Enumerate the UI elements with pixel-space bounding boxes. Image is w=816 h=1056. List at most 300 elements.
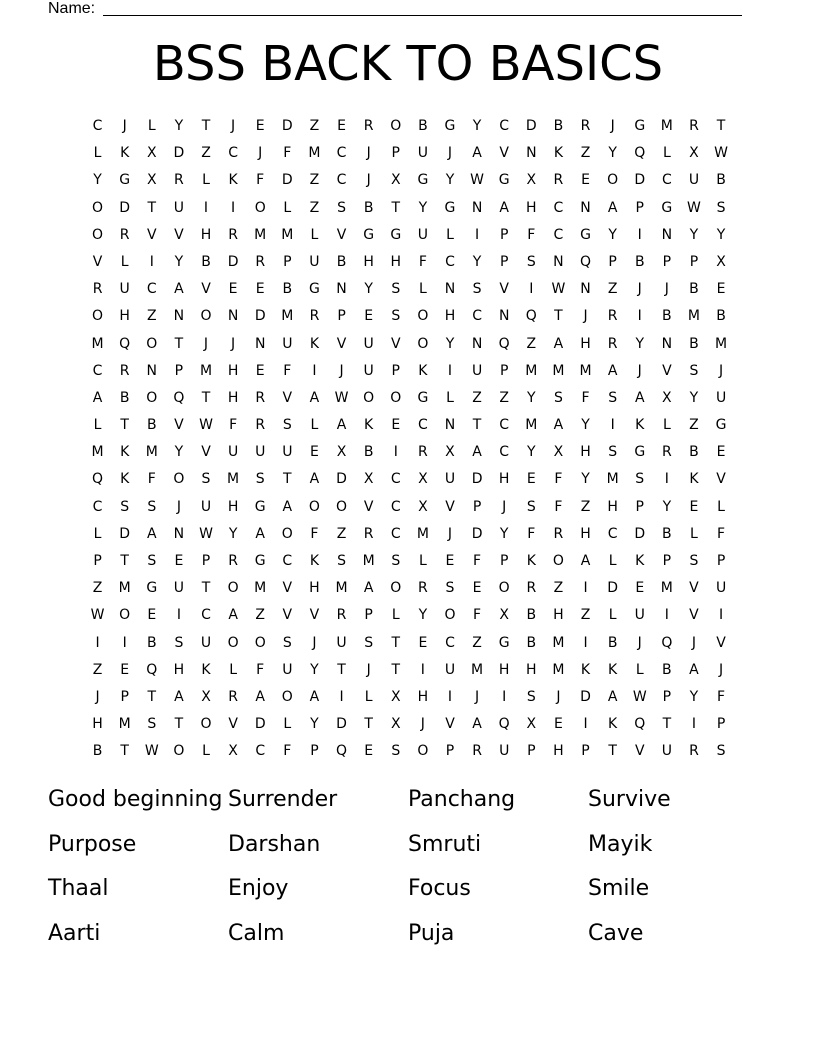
grid-letter: V (282, 607, 293, 624)
grid-letter: O (200, 716, 212, 733)
grid-letter: R (689, 743, 699, 760)
grid-letter: F (717, 688, 726, 705)
grid-letter: O (308, 498, 320, 515)
grid-letter: V (363, 498, 374, 515)
grid-letter: H (227, 498, 239, 515)
grid-letter: K (120, 145, 130, 162)
grid-letter: B (92, 743, 103, 760)
grid-letter: Y (608, 145, 617, 162)
grid-letter: J (475, 688, 480, 705)
grid-row (84, 167, 735, 194)
word-list-item: Darshan (228, 831, 321, 857)
grid-letter: C (92, 498, 103, 515)
grid-letter: R (661, 444, 672, 461)
grid-letter: C (661, 172, 672, 189)
grid-letter: E (364, 308, 374, 325)
grid-letter: A (634, 389, 645, 406)
grid-letter: Y (174, 118, 184, 134)
grid-letter: R (472, 743, 482, 760)
grid-letter: N (173, 308, 185, 325)
grid-letter: V (716, 471, 726, 488)
grid-letter: K (309, 335, 320, 352)
word-list (48, 778, 768, 956)
grid-letter: I (447, 362, 453, 379)
grid-letter: P (689, 253, 699, 270)
grid-letter: Q (525, 308, 537, 325)
grid-letter: L (717, 498, 725, 515)
grid-letter: D (119, 199, 131, 216)
grid-letter: I (203, 199, 209, 216)
grid-letter: S (174, 634, 184, 651)
grid-letter: W (199, 417, 213, 434)
grid-letter: C (390, 498, 401, 515)
grid-letter: L (229, 661, 237, 678)
grid-row (84, 521, 735, 548)
grid-letter: R (418, 580, 428, 597)
grid-letter: O (607, 172, 619, 189)
grid-letter: V (445, 716, 455, 733)
grid-letter: C (390, 471, 401, 488)
grid-letter: N (173, 525, 185, 542)
grid-letter: V (499, 145, 509, 162)
grid-letter: A (255, 688, 265, 705)
grid-letter: F (527, 226, 536, 243)
grid-letter: H (498, 471, 510, 488)
grid-letter: O (444, 607, 456, 624)
grid-letter: T (554, 308, 563, 325)
grid-letter: U (417, 226, 428, 243)
grid-letter: M (552, 362, 565, 379)
grid-letter: U (715, 580, 727, 597)
grid-letter: K (608, 716, 618, 733)
grid-letter: I (529, 281, 534, 298)
grid-letter: S (391, 553, 401, 569)
grid-letter: O (281, 688, 293, 705)
grid-letter: D (336, 471, 347, 488)
grid-letter: T (364, 716, 373, 733)
grid-letter: Z (309, 118, 320, 134)
grid-letter: M (199, 362, 213, 379)
grid-letter: C (201, 607, 211, 624)
grid-letter: Z (255, 607, 265, 624)
grid-letter: E (174, 553, 184, 569)
grid-letter: L (120, 253, 129, 270)
word-list-item: Smruti (408, 831, 482, 857)
name-label: Name: (48, 0, 96, 17)
grid-letter: E (391, 417, 401, 434)
grid-letter: Y (635, 335, 645, 352)
grid-letter: B (526, 634, 537, 651)
grid-letter: R (255, 253, 266, 270)
grid-letter: Y (445, 172, 455, 189)
grid-letter: B (119, 389, 130, 406)
grid-letter: E (526, 471, 536, 488)
grid-letter: E (553, 716, 563, 733)
grid-letter: Y (689, 688, 699, 705)
grid-letter: E (120, 661, 130, 678)
grid-letter: S (391, 743, 401, 760)
grid-letter: G (309, 281, 320, 298)
grid-letter: P (472, 498, 482, 515)
grid-letter: F (418, 253, 427, 270)
grid-letter: U (688, 172, 700, 189)
grid-letter: B (689, 335, 699, 352)
grid-letter: E (581, 172, 590, 189)
grid-letter: J (637, 634, 642, 651)
grid-letter: U (309, 253, 320, 270)
grid-letter: S (526, 253, 536, 270)
grid-letter: J (610, 118, 615, 134)
grid-letter: P (716, 553, 726, 569)
grid-letter: A (472, 145, 482, 162)
grid-letter: W (714, 145, 728, 162)
word-list-item: Cave (588, 920, 644, 946)
grid-letter: B (662, 525, 672, 542)
grid-letter: S (445, 580, 455, 597)
grid-letter: H (200, 226, 212, 243)
grid-letter: A (499, 199, 509, 216)
grid-letter: G (254, 498, 266, 515)
grid-letter: R (119, 362, 130, 379)
grid-letter: N (661, 226, 673, 243)
grid-letter: J (122, 118, 127, 134)
grid-letter: X (390, 172, 401, 189)
grid-letter: J (203, 335, 209, 352)
grid-letter: R (228, 226, 238, 243)
grid-letter: B (146, 417, 157, 434)
grid-letter: Y (472, 253, 482, 270)
grid-letter: S (553, 389, 563, 406)
grid-letter: U (282, 335, 293, 352)
grid-letter: I (719, 607, 724, 624)
grid-letter: T (391, 634, 401, 651)
grid-letter: T (120, 743, 129, 760)
grid-letter: V (689, 580, 699, 597)
grid-letter: Y (689, 226, 699, 243)
grid-letter: S (716, 743, 726, 760)
grid-letter: P (445, 743, 455, 760)
grid-letter: P (391, 145, 400, 162)
grid-letter: R (336, 607, 347, 624)
grid-letter: E (635, 580, 645, 597)
grid-letter: Z (580, 498, 591, 515)
grid-letter: D (525, 118, 537, 134)
grid-letter: Y (499, 525, 509, 542)
grid-letter: E (364, 743, 374, 760)
grid-letter: W (144, 743, 159, 760)
grid-letter: V (336, 226, 347, 243)
grid-letter: K (608, 661, 618, 678)
grid-letter: J (420, 716, 425, 733)
grid-letter: C (499, 118, 510, 134)
grid-letter: D (634, 525, 646, 542)
grid-letter: V (174, 226, 184, 243)
grid-letter: B (689, 444, 699, 461)
grid-letter: J (691, 634, 697, 651)
grid-letter: L (202, 172, 210, 189)
grid-letter: F (283, 743, 292, 760)
grid-letter: L (608, 553, 617, 569)
grid-letter: M (254, 226, 267, 243)
grid-letter: C (607, 525, 618, 542)
grid-letter: N (336, 281, 347, 298)
grid-letter: S (608, 444, 618, 461)
grid-letter: A (472, 716, 482, 733)
grid-row (84, 140, 735, 167)
grid-letter: R (309, 308, 320, 325)
grid-letter: X (716, 253, 726, 270)
grid-letter: Q (92, 471, 104, 488)
grid-letter: F (256, 172, 265, 189)
grid-letter: L (418, 281, 427, 298)
grid-letter: J (502, 498, 507, 515)
grid-letter: Z (92, 580, 103, 597)
word-list-item: Aarti (48, 920, 101, 946)
grid-letter: G (498, 634, 510, 651)
grid-letter: C (499, 444, 510, 461)
grid-letter: J (95, 688, 100, 705)
grid-letter: J (447, 145, 453, 162)
grid-letter: S (526, 498, 536, 515)
grid-letter: Q (119, 335, 131, 352)
grid-letter: U (634, 607, 645, 624)
grid-letter: P (310, 743, 319, 760)
grid-letter: S (391, 281, 401, 298)
grid-letter: K (228, 172, 238, 189)
grid-letter: Z (336, 525, 347, 542)
word-list-item: Puja (408, 920, 455, 946)
grid-letter: L (446, 226, 454, 243)
grid-letter: I (122, 634, 127, 651)
grid-letter: G (417, 389, 429, 406)
grid-letter: P (499, 362, 509, 379)
grid-letter: Y (608, 226, 617, 243)
grid-letter: P (635, 498, 644, 515)
grid-letter: M (91, 444, 104, 461)
grid-letter: R (418, 444, 428, 461)
grid-letter: U (336, 634, 347, 651)
grid-letter: H (498, 661, 510, 678)
grid-letter: G (363, 226, 375, 243)
grid-letter: Z (146, 308, 157, 325)
grid-letter: U (363, 362, 374, 379)
grid-letter: K (418, 362, 428, 379)
grid-letter: K (120, 444, 130, 461)
grid-letter: O (173, 743, 185, 760)
grid-letter: O (336, 498, 348, 515)
grid-letter: P (635, 199, 644, 216)
grid-letter: V (201, 281, 211, 298)
grid-letter: V (92, 253, 103, 270)
grid-letter: H (227, 362, 239, 379)
grid-letter: O (417, 743, 429, 760)
grid-letter: M (416, 525, 429, 542)
grid-letter: N (580, 199, 591, 216)
grid-letter: X (228, 743, 238, 760)
grid-letter: I (149, 253, 154, 270)
grid-letter: Z (526, 335, 537, 352)
grid-letter: L (662, 417, 671, 434)
grid-letter: I (691, 716, 697, 733)
grid-letter: Q (661, 634, 673, 651)
grid-letter: L (283, 199, 292, 216)
grid-letter: M (281, 308, 294, 325)
grid-letter: X (390, 716, 401, 733)
grid-row (84, 602, 735, 629)
grid-letter: H (227, 389, 239, 406)
grid-letter: D (580, 688, 591, 705)
grid-letter: W (199, 525, 213, 542)
grid-letter: U (282, 661, 293, 678)
grid-letter: U (200, 498, 212, 515)
grid-row (84, 412, 735, 439)
grid-letter: S (120, 498, 130, 515)
grid-letter: S (255, 471, 265, 488)
grid-letter: Q (498, 335, 510, 352)
grid-letter: Y (418, 199, 428, 216)
grid-letter: L (391, 607, 400, 624)
grid-letter: N (146, 362, 158, 379)
grid-letter: U (119, 281, 130, 298)
grid-letter: R (363, 118, 374, 134)
grid-letter: J (231, 118, 236, 134)
grid-letter: C (92, 118, 103, 134)
grid-letter: E (472, 580, 482, 597)
grid-letter: Y (310, 716, 319, 733)
grid-letter: T (201, 580, 211, 597)
grid-letter: W (687, 199, 701, 216)
grid-letter: Z (689, 417, 699, 434)
grid-letter: O (173, 471, 185, 488)
grid-letter: K (201, 661, 211, 678)
grid-letter: S (147, 553, 157, 569)
grid-letter: I (583, 634, 588, 651)
name-underline (103, 15, 742, 16)
grid-letter: F (283, 362, 292, 379)
grid-row (84, 548, 735, 575)
grid-letter: C (282, 553, 293, 569)
grid-letter: U (173, 199, 184, 216)
grid-letter: H (390, 253, 402, 270)
grid-letter: O (498, 580, 510, 597)
grid-letter: J (176, 498, 181, 515)
grid-letter: O (119, 607, 131, 624)
grid-letter: Y (93, 172, 102, 189)
grid-letter: A (689, 661, 699, 678)
grid-letter: F (256, 661, 265, 678)
grid-letter: L (635, 661, 644, 678)
grid-letter: Y (174, 253, 184, 270)
grid-row (84, 494, 735, 521)
grid-letter: I (475, 226, 480, 243)
grid-letter: Q (173, 389, 185, 406)
letter-grid (84, 113, 735, 766)
grid-letter: X (146, 145, 157, 162)
grid-letter: J (664, 281, 669, 298)
grid-letter: S (689, 553, 699, 569)
grid-letter: X (418, 498, 428, 515)
grid-letter: Z (92, 661, 103, 678)
grid-letter: V (689, 607, 699, 624)
grid-letter: X (526, 172, 537, 189)
grid-letter: T (472, 417, 482, 434)
grid-letter: Z (553, 580, 564, 597)
grid-letter: R (174, 172, 184, 189)
grid-letter: V (146, 226, 157, 243)
grid-letter: J (719, 661, 724, 678)
grid-letter: O (390, 580, 402, 597)
grid-letter: L (93, 417, 102, 434)
grid-letter: E (255, 118, 265, 134)
grid-letter: S (282, 417, 292, 434)
grid-letter: Z (580, 145, 591, 162)
grid-letter: K (689, 471, 699, 488)
grid-letter: V (634, 743, 645, 760)
grid-letter: P (662, 553, 672, 569)
grid-letter: X (526, 716, 537, 733)
grid-letter: Y (472, 118, 482, 134)
word-list-item: Good beginning (48, 787, 223, 812)
grid-row (84, 303, 735, 330)
grid-letter: M (308, 145, 321, 162)
grid-letter: B (363, 199, 374, 216)
grid-letter: L (283, 716, 292, 733)
grid-letter: S (391, 308, 401, 325)
grid-letter: S (689, 362, 699, 379)
grid-letter: R (580, 118, 591, 134)
grid-letter: B (282, 281, 293, 298)
word-list-item: Focus (408, 876, 471, 902)
grid-letter: G (119, 172, 131, 189)
grid-letter: L (662, 145, 671, 162)
grid-letter: A (580, 553, 591, 569)
grid-letter: P (662, 688, 672, 705)
grid-letter: T (608, 743, 617, 760)
grid-letter: S (337, 553, 346, 569)
grid-letter: P (120, 688, 129, 705)
grid-letter: I (664, 471, 669, 488)
grid-letter: J (447, 525, 453, 542)
grid-row (84, 276, 735, 303)
grid-letter: L (690, 525, 698, 542)
grid-letter: M (254, 580, 267, 597)
grid-letter: P (581, 743, 590, 760)
grid-letter: I (583, 716, 588, 733)
grid-letter: Y (364, 281, 373, 298)
grid-letter: M (145, 444, 158, 461)
grid-letter: X (336, 444, 347, 461)
grid-letter: C (553, 226, 564, 243)
grid-letter: G (444, 118, 456, 134)
grid-letter: M (552, 634, 565, 651)
grid-letter: T (662, 716, 672, 733)
grid-letter: B (526, 607, 537, 624)
grid-letter: C (472, 308, 482, 325)
grid-letter: M (91, 335, 104, 352)
grid-letter: M (715, 335, 728, 352)
grid-letter: D (471, 471, 483, 488)
grid-letter: S (201, 471, 211, 488)
grid-letter: W (470, 172, 484, 189)
grid-letter: B (336, 253, 347, 270)
grid-letter: E (337, 118, 346, 134)
grid-letter: D (227, 253, 239, 270)
grid-letter: D (173, 145, 185, 162)
grid-letter: C (445, 253, 455, 270)
word-list-item: Thaal (48, 876, 109, 902)
grid-letter: U (471, 362, 483, 379)
grid-letter: Y (527, 389, 536, 406)
